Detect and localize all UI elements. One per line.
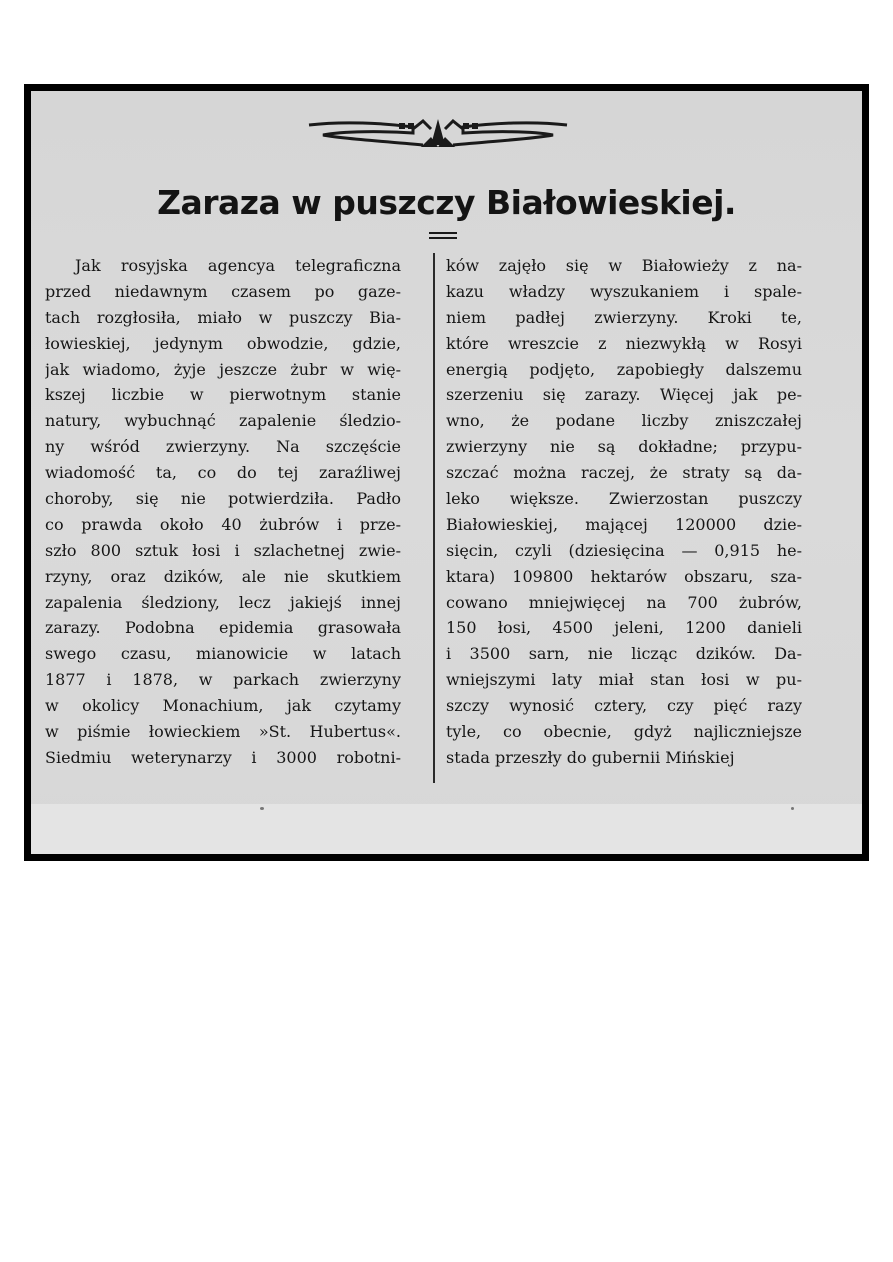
text-line: i 3500 sarn, nie licząc dzików. Da- bbox=[446, 644, 802, 664]
text-line: stada przeszły do gubernii Mińskiej bbox=[446, 747, 735, 767]
text-line: zapalenia śledziony, lecz jakiejś innej bbox=[45, 592, 401, 612]
text-line: tach rozgłosiła, miało w puszczy Bia- bbox=[45, 307, 401, 327]
text-line: sięcin, czyli (dziesięcina — 0,915 he- bbox=[446, 540, 802, 560]
clipping-bottom-margin bbox=[31, 804, 862, 854]
right-column bbox=[446, 253, 802, 771]
text-line: ktara) 109800 hektarów obszaru, sza- bbox=[446, 566, 802, 586]
title-rule bbox=[429, 232, 457, 234]
text-line: energią podjęto, zapobiegły dalszemu bbox=[446, 359, 802, 379]
decorative-header-ornament bbox=[303, 115, 573, 151]
text-line: szło 800 sztuk łosi i szlachetnej zwie- bbox=[45, 540, 401, 560]
text-line: leko większe. Zwierzostan puszczy bbox=[446, 489, 802, 509]
text-line: niem padłej zwierzyny. Kroki te, bbox=[446, 307, 802, 327]
paper-speck bbox=[791, 807, 794, 810]
text-line: Białowieskiej, mającej 120000 dzie- bbox=[446, 514, 802, 534]
text-line: wiadomość ta, co do tej zaraźliwej bbox=[45, 463, 401, 483]
text-line: natury, wybuchnąć zapalenie śledzio- bbox=[45, 411, 401, 431]
left-column bbox=[45, 253, 401, 771]
text-line: jak wiadomo, żyje jeszcze żubr w wię- bbox=[45, 359, 401, 379]
text-line: przed niedawnym czasem po gaze- bbox=[45, 281, 401, 301]
text-line: szerzeniu się zarazy. Więcej jak pe- bbox=[446, 385, 802, 405]
text-line: łowieskiej, jedynym obwodzie, gdzie, bbox=[45, 333, 401, 353]
text-line: ków zajęło się w Białowieży z na- bbox=[446, 256, 802, 275]
text-line: Jak rosyjska agencya telegraficzna bbox=[75, 256, 401, 275]
text-line: 150 łosi, 4500 jeleni, 1200 danieli bbox=[446, 618, 802, 638]
text-line: szczy wynosić cztery, czy pięć razy bbox=[446, 696, 802, 716]
text-line: wniejszymi laty miał stan łosi w pu- bbox=[446, 670, 802, 690]
text-line: kszej liczbie w pierwotnym stanie bbox=[45, 385, 401, 405]
text-line: co prawda około 40 żubrów i prze- bbox=[45, 514, 401, 534]
newspaper-clipping bbox=[31, 91, 862, 854]
text-line: które wreszcie z niezwykłą w Rosyi bbox=[446, 333, 802, 353]
scanned-clipping-frame bbox=[24, 84, 869, 861]
text-line: zarazy. Podobna epidemia grasowała bbox=[45, 618, 401, 638]
text-line: tyle, co obecnie, gdyż najliczniejsze bbox=[446, 722, 802, 742]
text-line: choroby, się nie potwierdziła. Padło bbox=[45, 489, 401, 509]
text-line: w piśmie łowieckiem »St. Hubertus«. bbox=[45, 722, 401, 742]
text-line: swego czasu, mianowicie w latach bbox=[45, 644, 401, 664]
paper-speck bbox=[260, 807, 264, 810]
column-divider bbox=[433, 253, 435, 783]
text-line: kazu władzy wyszukaniem i spale- bbox=[446, 281, 802, 301]
article-title: Zaraza w puszczy Białowieskiej. bbox=[157, 183, 736, 222]
text-line: w okolicy Monachium, jak czytamy bbox=[45, 696, 401, 716]
text-line: wno, że podane liczby zniszczałej bbox=[446, 411, 802, 431]
text-line: rzyny, oraz dzików, ale nie skutkiem bbox=[45, 566, 401, 586]
text-line: zwierzyny nie są dokładne; przypu- bbox=[446, 437, 802, 457]
title-rule bbox=[429, 237, 457, 239]
text-line: Siedmiu weterynarzy i 3000 robotni- bbox=[45, 747, 401, 767]
text-line: cowano mniejwięcej na 700 żubrów, bbox=[446, 592, 802, 612]
text-line: szczać można raczej, że straty są da- bbox=[446, 463, 802, 483]
text-line: ny wśród zwierzyny. Na szczęście bbox=[45, 437, 401, 457]
text-line: 1877 i 1878, w parkach zwierzyny bbox=[45, 670, 401, 690]
